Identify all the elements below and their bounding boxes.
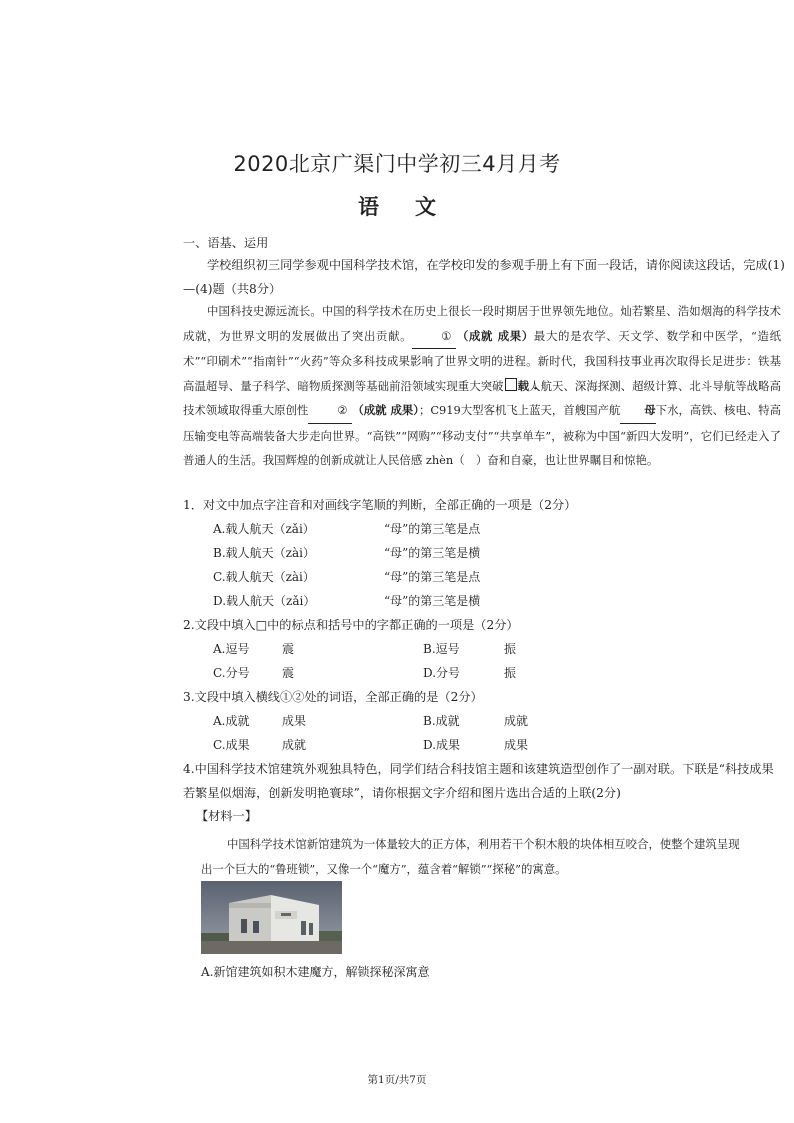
q3-option-a: A.成就 [213, 714, 250, 728]
q2-option-c-char: 震 [282, 666, 295, 680]
q1-option-b-stroke: “母”的第三笔是横 [384, 546, 481, 560]
page-title: 2020北京广渠门中学初三4月月考 [233, 152, 561, 176]
q1-option-a-stroke: “母”的第三笔是点 [384, 522, 481, 536]
blank-2: ② [308, 398, 352, 424]
material-label: 【材料一】 [196, 809, 257, 823]
q3-option-b-word: 成就 [504, 714, 529, 728]
science-museum-photo [201, 881, 342, 954]
section-heading: 一、语基、运用 [183, 236, 269, 250]
q2-option-a: A.逗号 [213, 642, 250, 656]
question-2-stem: 2.文段中填入□中的标点和括号中的字都正确的一项是（2分） [183, 618, 519, 632]
choice-1: （成就 成果） [456, 328, 534, 343]
q3-option-d-word: 成果 [504, 738, 529, 752]
underlined-char-mu: 母 [620, 398, 655, 424]
question-3-stem: 3.文段中填入横线①②处的词语，全部正确的是（2分） [183, 690, 483, 704]
q3-option-c: C.成果 [213, 738, 250, 752]
q3-option-c-word: 成就 [282, 738, 307, 752]
q3-option-d: D.成果 [423, 738, 461, 752]
q2-option-c: C.分号 [213, 666, 250, 680]
section-intro: 学校组织初三同学参观中国科学技术馆，在学校印发的参观手册上有下面一段话，请你阅读这段话，完成(1)—(4)题（共8分） [183, 258, 785, 297]
q1-option-d: D.载人航天（zǎi） [213, 594, 316, 608]
q2-option-a-char: 震 [282, 642, 295, 656]
q2-option-d-char: 振 [504, 666, 517, 680]
question-4-stem: 4.中国科学技术馆建筑外观独具特色，同学们结合科技馆主题和该建筑造型创作了一副对联。下联是“科技成果若繁星似烟海，创新发明艳寰球”，请你根据文字介绍和图片选出合适的上联(2分) [183, 762, 774, 801]
q3-option-a-word: 成果 [282, 714, 307, 728]
reading-passage: 中国科技史源远流长。中国的科学技术在历史上很长一段时期居于世界领先地位。灿若繁星、浩如烟海的科学技术成就，为世界文明的发展做出了突出贡献。 ① （成就 成果）最大的是农学、天文学、数学和中医学，“造纸术”“印刷术”“指南针”“火药”等众多科技成果影响了世界文明的进程。新时代，我国科技事业再次取得长足进步：铁基高温超导、量子科学、暗物质探测等基础前沿领域实现重大突破 载人航天、深海探测、超级计算、北斗导航等战略高技术领域取得重大原创性 ② （成就 成果）；C919大型客机飞上蓝天，首艘国产航 母下水，高铁、核电、特高压输变电等高端装备大步走向世界。“高铁”“网购”“移动支付”“共享单车”，被称为中国“新四大发明”，它们已经走入了普通人的生活。我国辉煌的创新成就让人民倍感 zhèn（ ）奋和自豪，也让世界瞩目和惊艳。 [183, 304, 781, 467]
subject-title: 语文 [358, 194, 472, 219]
q1-option-b: B.载人航天（zài） [213, 546, 315, 560]
q2-option-b-char: 振 [504, 642, 517, 656]
dotted-char-zai: 载 [517, 378, 530, 393]
q2-option-d: D.分号 [423, 666, 461, 680]
page-number: 第1页/共7页 [367, 1074, 427, 1086]
passage-text: 中国科技史源远流长。中国的科学技术在历史上很长一段时期居于世界领先地位。灿若繁星、浩如烟海的科学技术成就，为世界文明的发展做出了突出贡献。 [183, 304, 781, 343]
choice-2: （成就 成果） [352, 403, 419, 417]
q4-option-a: A.新馆建筑如积木建魔方，解锁探秘深寓意 [201, 965, 430, 979]
q2-option-b: B.逗号 [423, 642, 460, 656]
q1-option-c: C.载人航天（zài） [213, 570, 315, 584]
blank-1: ① [412, 324, 456, 350]
q1-option-c-stroke: “母”的第三笔是点 [384, 570, 481, 584]
q3-option-b: B.成就 [423, 714, 460, 728]
q1-option-a: A.载人航天（zǎi） [213, 522, 315, 536]
question-1-stem: 1．对文中加点字注音和对画线字笔顺的判断，全部正确的一项是（2分） [183, 498, 577, 512]
q1-option-d-stroke: “母”的第三笔是横 [384, 594, 481, 608]
material-text: 中国科学技术馆新馆建筑为一体量较大的正方体，利用若干个积木般的块体相互咬合，使整个建筑呈现出一个巨大的“鲁班锁”，又像一个“魔方”，蕴含着“解锁”“探秘”的寓意。 [201, 837, 740, 876]
